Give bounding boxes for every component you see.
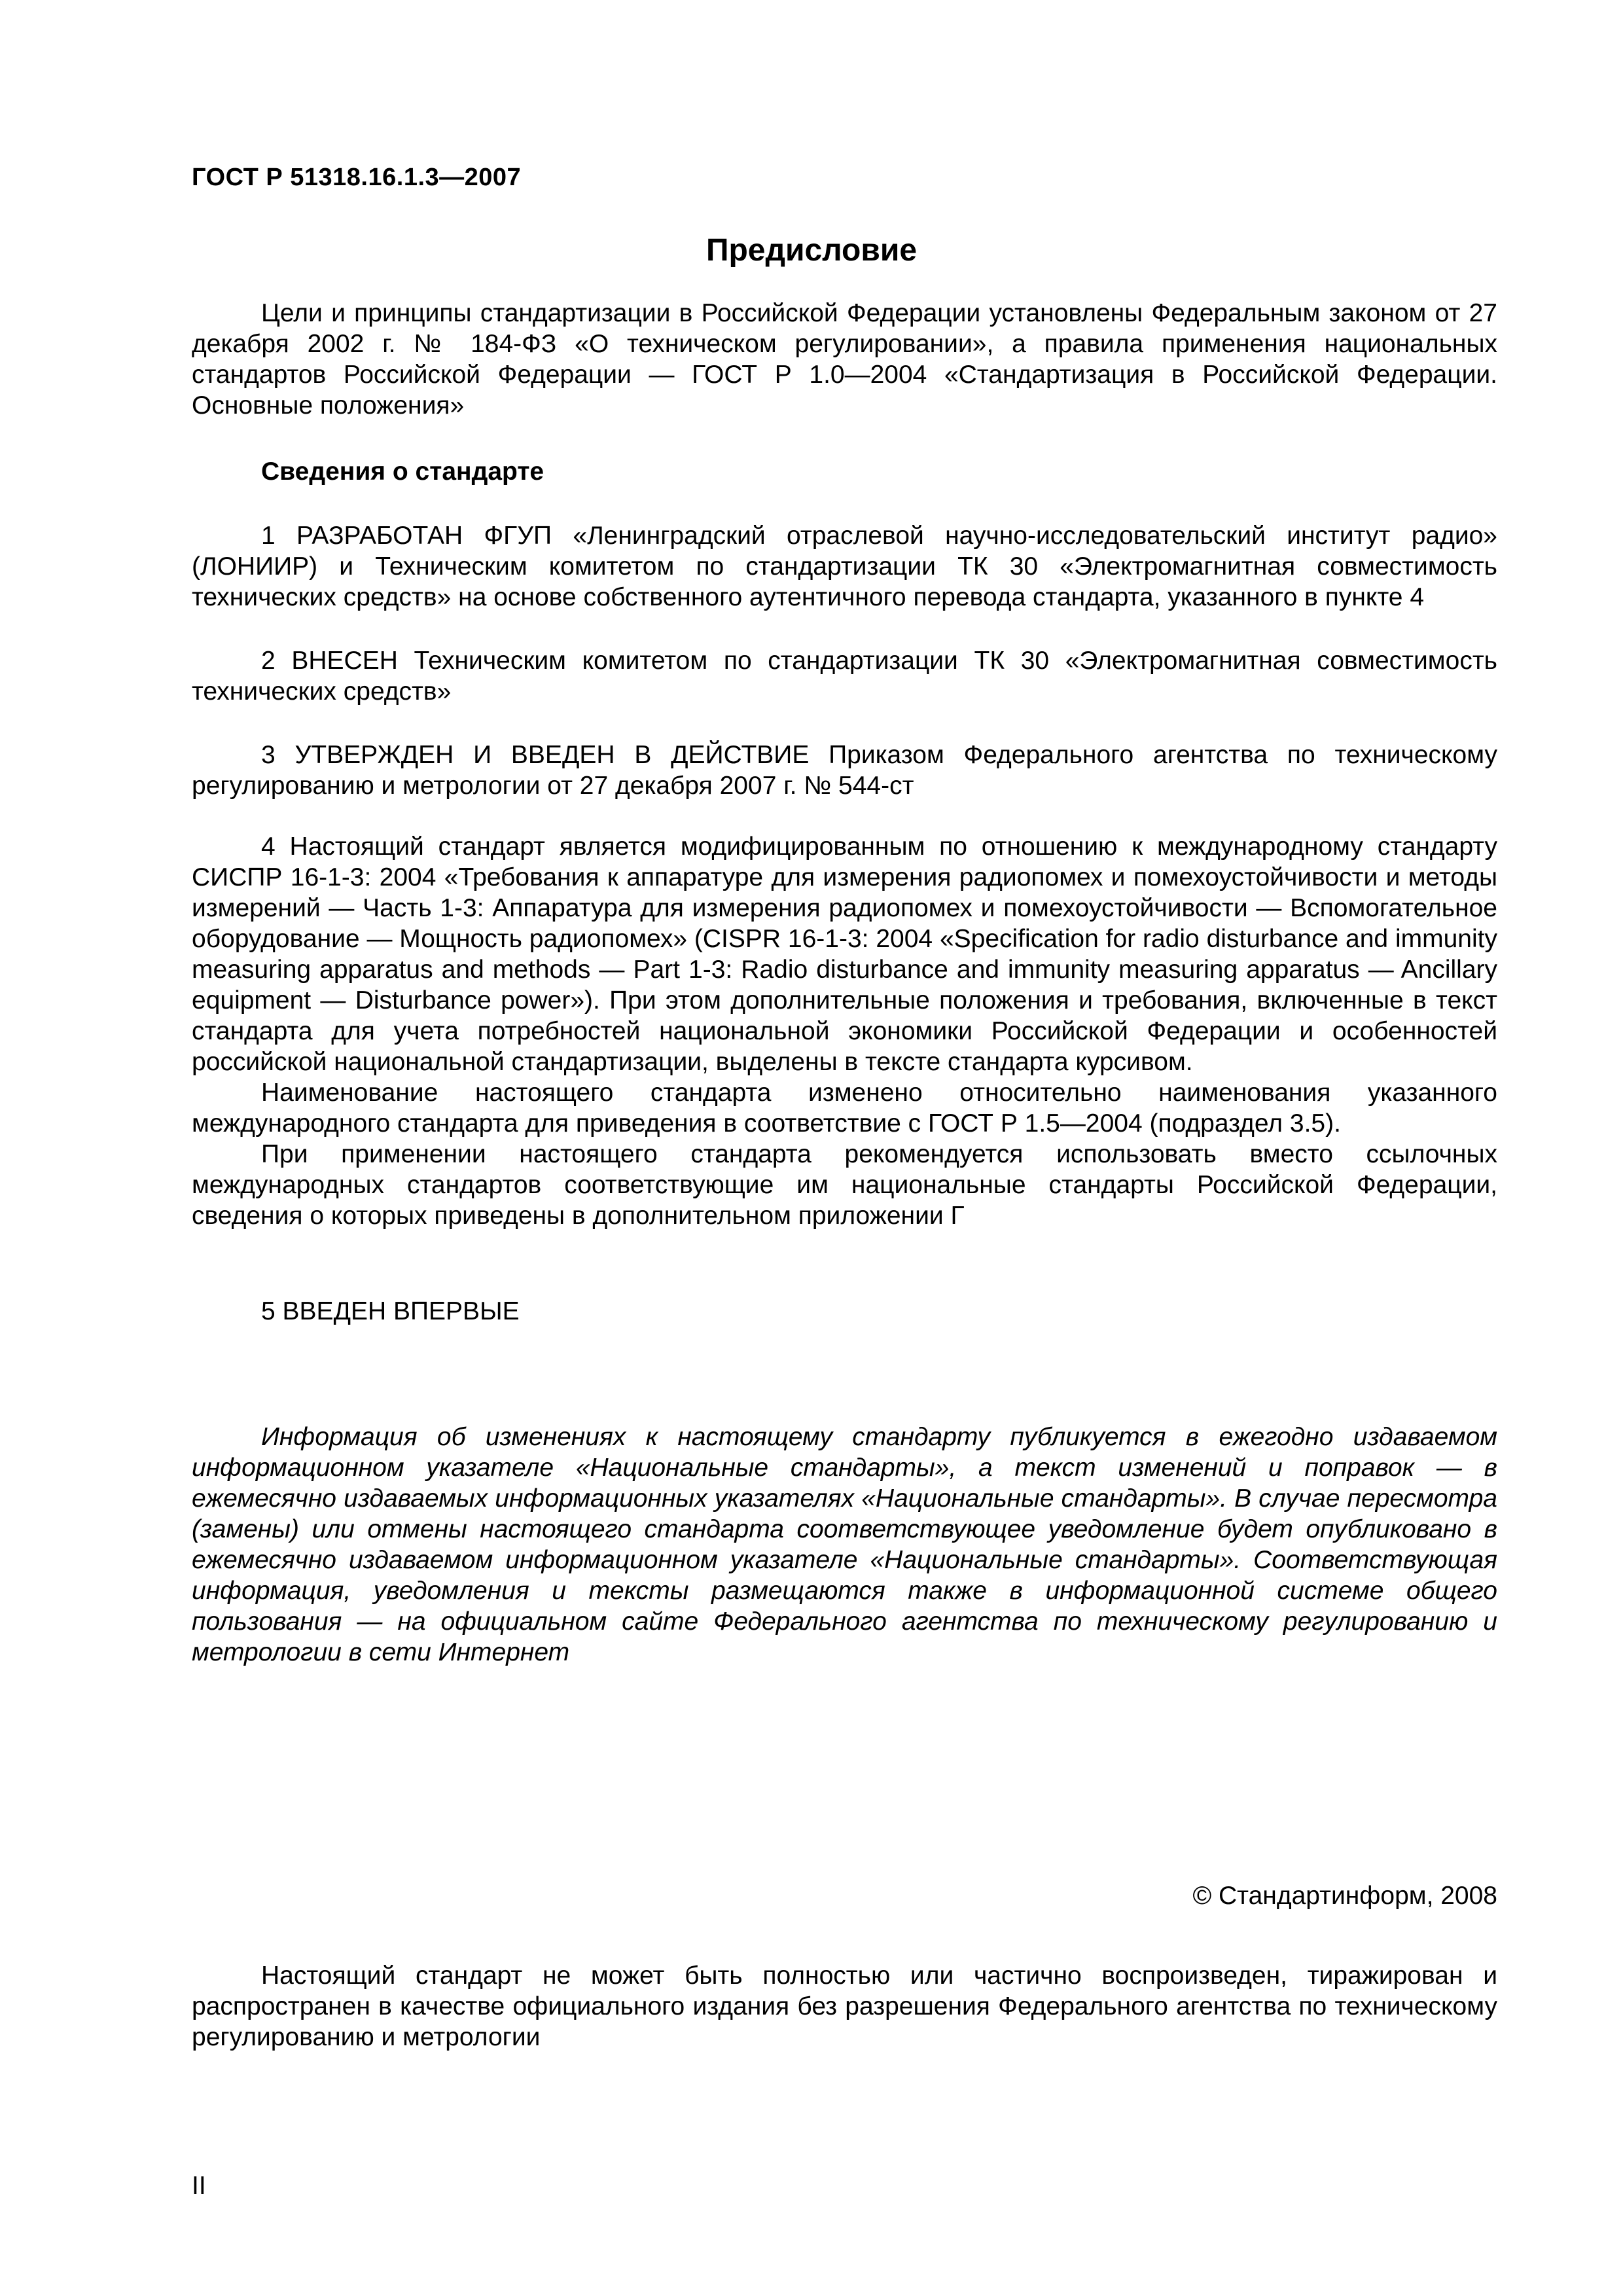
list-item: 5 ВВЕДЕН ВПЕРВЫЕ <box>261 1297 520 1325</box>
copyright-block <box>192 1880 1497 1911</box>
item-2-block <box>192 645 1497 707</box>
list-item: 2 ВНЕСЕН Техническим комитетом по стандартизации ТК 30 «Электромагнитная совместимость технических средств» <box>192 647 1497 706</box>
item-3-block <box>192 740 1497 801</box>
item-5-block <box>192 1296 1497 1327</box>
info-notice: Информация об изменениях к настоящему стандарту публикуется в ежегодно издаваемом информационном указателе «Национальные стандарты», а текст изменений и поправок — в ежемесячно издаваемых информационных указателях «Национальные стандарты». В случае пересмотра (замены) или отмены настоящего стандарта соответствующее уведомление будет опубликовано в ежемесячно издаваемом информационном указателе «Национальные стандарты». Соответствующая информация, уведомления и тексты размещаются также в информационной системе общего пользования — на официальном сайте Федерального агентства по техническому регулированию и метрологии в сети Интернет <box>192 1423 1497 1666</box>
list-item: 1 РАЗРАБОТАН ФГУП «Ленинградский отраслевой научно-исследовательский институт радио» (ЛОНИИР) и Техническим комитетом по стандартизации ТК 30 «Электромагнитная совместимость технических средств» на основе собственного аутентичного перевода стандарта, указанного в пункте 4 <box>192 522 1497 611</box>
reproduction-block <box>192 1960 1497 2053</box>
list-item: При применении настоящего стандарта рекомендуется использовать вместо ссылочных международных стандартов соответствующие им национальные стандарты Российской Федерации, сведения о которых приведены в дополнительном приложении Г <box>192 1140 1497 1230</box>
item-4-block <box>192 831 1497 1231</box>
copyright-line: © Стандартинформ, 2008 <box>1192 1882 1497 1910</box>
intro-paragraph: Цели и принципы стандартизации в Российской Федерации установлены Федеральным законом от 27 декабря 2002 г. № 184-ФЗ «О техническом регулировании», а правила применения национальных стандартов Российской Федерации — ГОСТ Р 1.0—2004 «Стандартизация в Российской Федерации. Основные положения» <box>192 299 1497 420</box>
list-item: Наименование настоящего стандарта изменено относительно наименования указанного международного стандарта для приведения в соответствие с ГОСТ Р 1.5—2004 (подраздел 3.5). <box>192 1079 1497 1138</box>
subtitle-block <box>192 456 1497 487</box>
list-item: 4 Настоящий стандарт является модифицированным по отношению к международному стандарту СИСПР 16-1-3: 2004 «Требования к аппаратуре для измерения радиопомех и помехоустойчивости и методы измерений — Часть 1-3: Аппаратура для измерения радиопомех и помехоустойчивости — Вспомогательное оборудование — Мощность радиопомех» (CISPR 16-1-3: 2004 «Specification for radio disturbance and immunity measuring apparatus and methods — Part 1-3: Radio disturbance and immunity measuring apparatus — Ancillary equipment — Disturbance power»). При этом дополнительные положения и требования, включенные в текст стандарта для учета потребностей национальной экономики Российской Федерации и особенностей российской национальной стандартизации, выделены в тексте стандарта курсивом. <box>192 833 1497 1076</box>
page-number: II <box>192 2172 206 2200</box>
info-notice-block <box>192 1422 1497 1668</box>
document-code: ГОСТ Р 51318.16.1.3—2007 <box>192 164 522 191</box>
item-1-block <box>192 520 1497 613</box>
reproduction-notice: Настоящий стандарт не может быть полностью или частично воспроизведен, тиражирован и распространен в качестве официального издания без разрешения Федерального агентства по техническому регулированию и метрологии <box>192 1962 1497 2051</box>
standard-info-subtitle: Сведения о стандарте <box>261 457 544 486</box>
page-title: Предисловие <box>705 233 918 268</box>
intro-block <box>192 298 1497 421</box>
list-item: 3 УТВЕРЖДЕН И ВВЕДЕН В ДЕЙСТВИЕ Приказом Федерального агентства по техническому регулированию и метрологии от 27 декабря 2007 г. № 544-ст <box>192 741 1497 800</box>
